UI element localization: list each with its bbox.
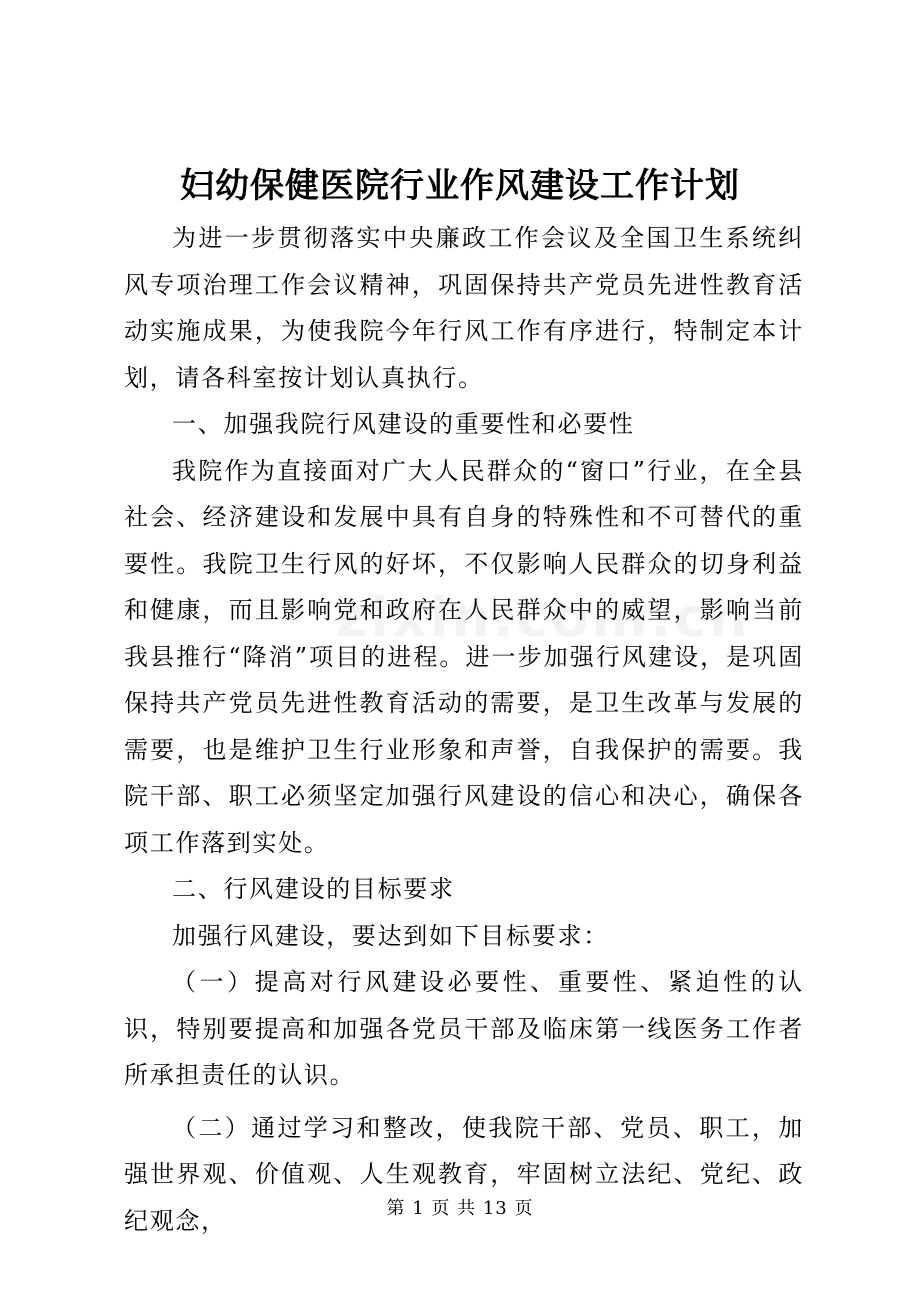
- section-2-intro: 加强行风建设，要达到如下目标要求：: [172, 921, 609, 950]
- intro-paragraph: 为进一步贯彻落实中央廉政工作会议及全国卫生系统纠风专项治理工作会议精神，巩固保持共产党员先进性教育活动实施成果，为使我院今年行风工作有序进行，特制定本计划，请各科室按计划认真执行。: [124, 224, 804, 392]
- section-heading-2: 二、行风建设的目标要求: [172, 875, 455, 903]
- document-title: 妇幼保健医院行业作风建设工作计划: [180, 166, 740, 206]
- section-heading-1: 一、加强我院行风建设的重要性和必要性: [172, 410, 635, 438]
- goal-item-1: （一）提高对行风建设必要性、重要性、紧迫性的认识，特别要提高和加强各党员干部及临床第一线医务工作者所承担责任的认识。: [124, 968, 804, 1089]
- document-body: [124, 215, 804, 1244]
- section-1-paragraph: 我院作为直接面对广大人民群众的“窗口”行业，在全县社会、经济建设和发展中具有自身的特殊性和不可替代的重要性。我院卫生行风的好坏，不仅影响人民群众的切身利益和健康，而且影响党和政府在人民群众中的威望，影响当前我县推行“降消”项目的进程。进一步加强行风建设，是巩固保持共产党员先进性教育活动的需要，是卫生改革与发展的需要，也是维护卫生行业形象和声誉，自我保护的需要。我院干部、职工必须坚定加强行风建设的信心和决心，确保各项工作落到实处。: [124, 456, 804, 857]
- page-footer: 第 1 页 共 13 页: [386, 1198, 534, 1219]
- goal-item-2: （二）通过学习和整改，使我院干部、党员、职工，加强世界观、价值观、人生观教育，牢固树立法纪、党纪、政纪观念，: [124, 1113, 804, 1235]
